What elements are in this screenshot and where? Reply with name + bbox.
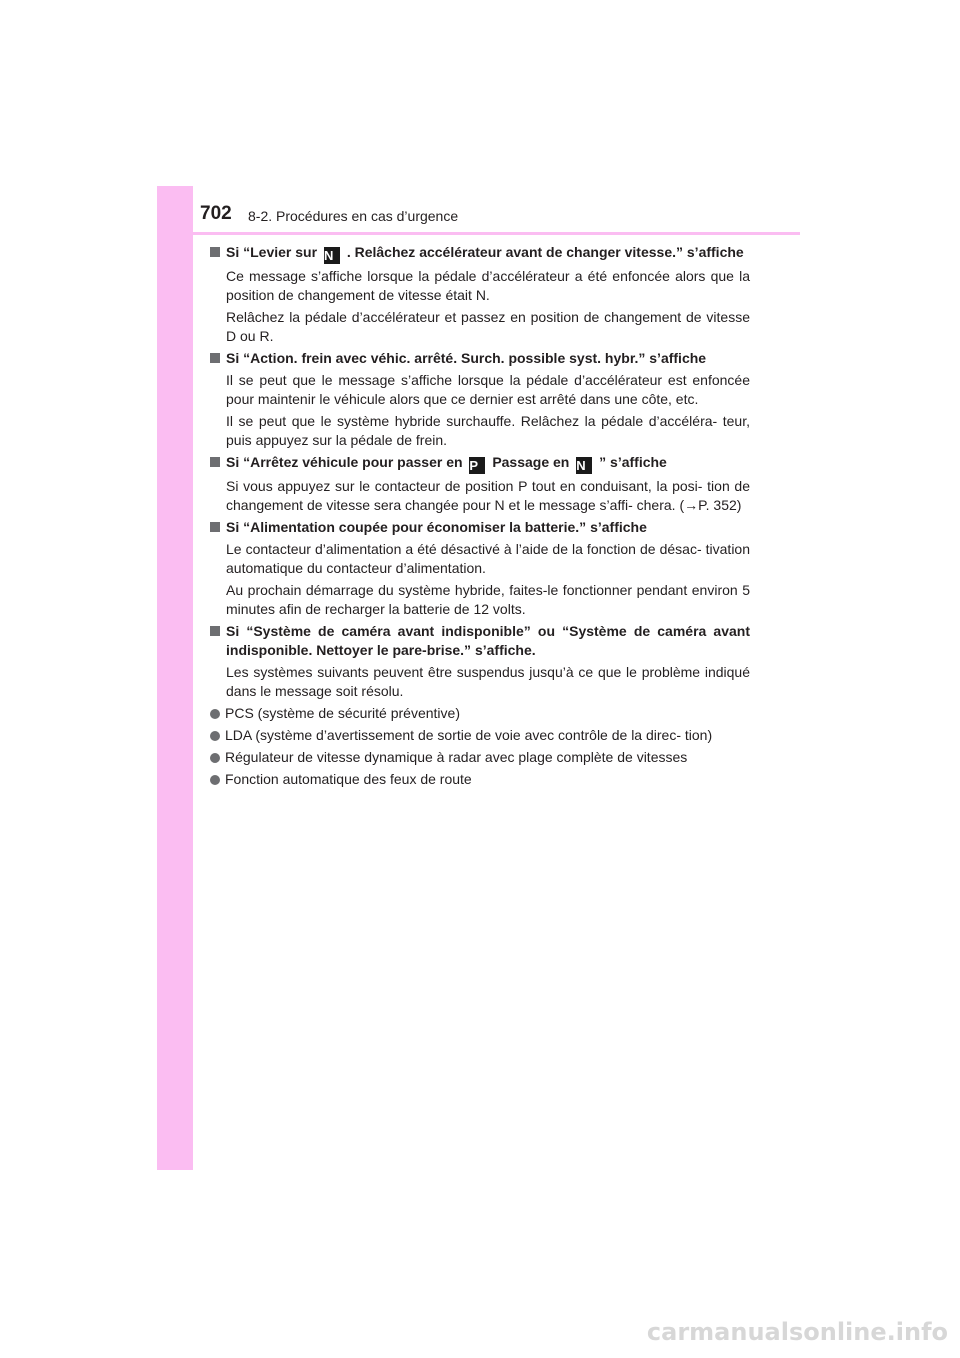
item-heading — [210, 453, 750, 474]
page-sidebar-tab — [157, 186, 193, 1170]
list-item-text: Fonction automatique des feux de route — [225, 771, 472, 787]
square-bullet-icon — [210, 457, 220, 467]
header-divider — [193, 232, 800, 235]
list-item — [210, 770, 750, 789]
heading-text: Si “Alimentation coupée pour économiser la batterie.” s’affiche — [226, 519, 647, 535]
message-item — [210, 453, 750, 515]
paragraph: Au prochain démarrage du système hybride, faites-le fonctionner pendant environ 5 minutes afin de recharger la batterie de 12 volts. — [226, 582, 750, 617]
section-title: 8-2. Procédures en cas d’urgence — [248, 208, 459, 224]
paragraph: Si vous appuyez sur le contacteur de position P tout en conduisant, la posi- tion de changement de vitesse sera changée pour N et le message s’affi- chera. (→P. 352) — [226, 478, 750, 513]
circle-bullet-icon — [210, 753, 220, 763]
item-heading — [210, 243, 750, 264]
message-item — [210, 349, 750, 450]
circle-bullet-icon — [210, 709, 220, 719]
list-item — [210, 748, 750, 767]
item-heading — [210, 622, 750, 660]
item-heading — [210, 349, 750, 368]
paragraph: Il se peut que le message s’affiche lorsque la pédale d’accélérateur est enfoncée pour maintenir le véhicule alors que ce dernier est arrêté dans une côte, etc. — [226, 372, 750, 407]
paragraph: Le contacteur d’alimentation a été désactivé à l’aide de la fonction de désac- tivation automatique du contacteur d’alimentation. — [226, 541, 750, 576]
message-item — [210, 518, 750, 619]
page-header — [200, 203, 800, 233]
list-item-text: LDA (système d’avertissement de sortie de voie avec contrôle de la direc- tion) — [225, 727, 713, 743]
gear-n-icon: N — [324, 247, 340, 264]
gear-p-icon: P — [469, 457, 485, 474]
gear-n-icon: N — [576, 457, 592, 474]
list-item-text: PCS (système de sécurité préventive) — [225, 705, 460, 721]
item-heading — [210, 518, 750, 537]
page-number: 702 — [200, 203, 232, 224]
square-bullet-icon — [210, 247, 220, 257]
message-item — [210, 622, 750, 789]
heading-text: Si “Système de caméra avant indisponible” ou “Système de caméra avant indisponible. Nettoyer le pare-brise.” s’affiche. — [226, 623, 750, 658]
paragraph: Relâchez la pédale d’accélérateur et passez en position de changement de vitesse D ou R. — [226, 309, 750, 344]
message-item — [210, 243, 750, 346]
list-item-text: Régulateur de vitesse dynamique à radar avec plage complète de vitesses — [225, 749, 688, 765]
square-bullet-icon — [210, 522, 220, 532]
heading-text: Passage en — [492, 454, 570, 470]
paragraph: Il se peut que le système hybride surchauffe. Relâchez la pédale d’accéléra- teur, puis appuyez sur la pédale de frein. — [226, 413, 750, 448]
list-item — [210, 726, 750, 745]
heading-text: Si “Action. frein avec véhic. arrêté. Surch. possible syst. hybr.” s’affiche — [226, 350, 707, 366]
paragraph: Les systèmes suivants peuvent être suspendus jusqu’à ce que le problème indiqué dans le message soit résolu. — [226, 664, 750, 699]
list-item — [210, 704, 750, 723]
circle-bullet-icon — [210, 775, 220, 785]
site-watermark: carmanualsonline.info — [646, 1318, 948, 1346]
circle-bullet-icon — [210, 731, 220, 741]
heading-text: Si “Levier sur — [226, 244, 318, 260]
paragraph: Ce message s’affiche lorsque la pédale d’accélérateur a été enfoncée alors que la position de changement de vitesse était N. — [226, 268, 750, 303]
heading-text: ” s’affiche — [599, 454, 667, 470]
square-bullet-icon — [210, 626, 220, 636]
heading-text: Si “Arrêtez véhicule pour passer en — [226, 454, 463, 470]
heading-text: . Relâchez accélérateur avant de changer vitesse.” s’affiche — [346, 244, 744, 260]
page-content — [210, 243, 750, 789]
square-bullet-icon — [210, 353, 220, 363]
